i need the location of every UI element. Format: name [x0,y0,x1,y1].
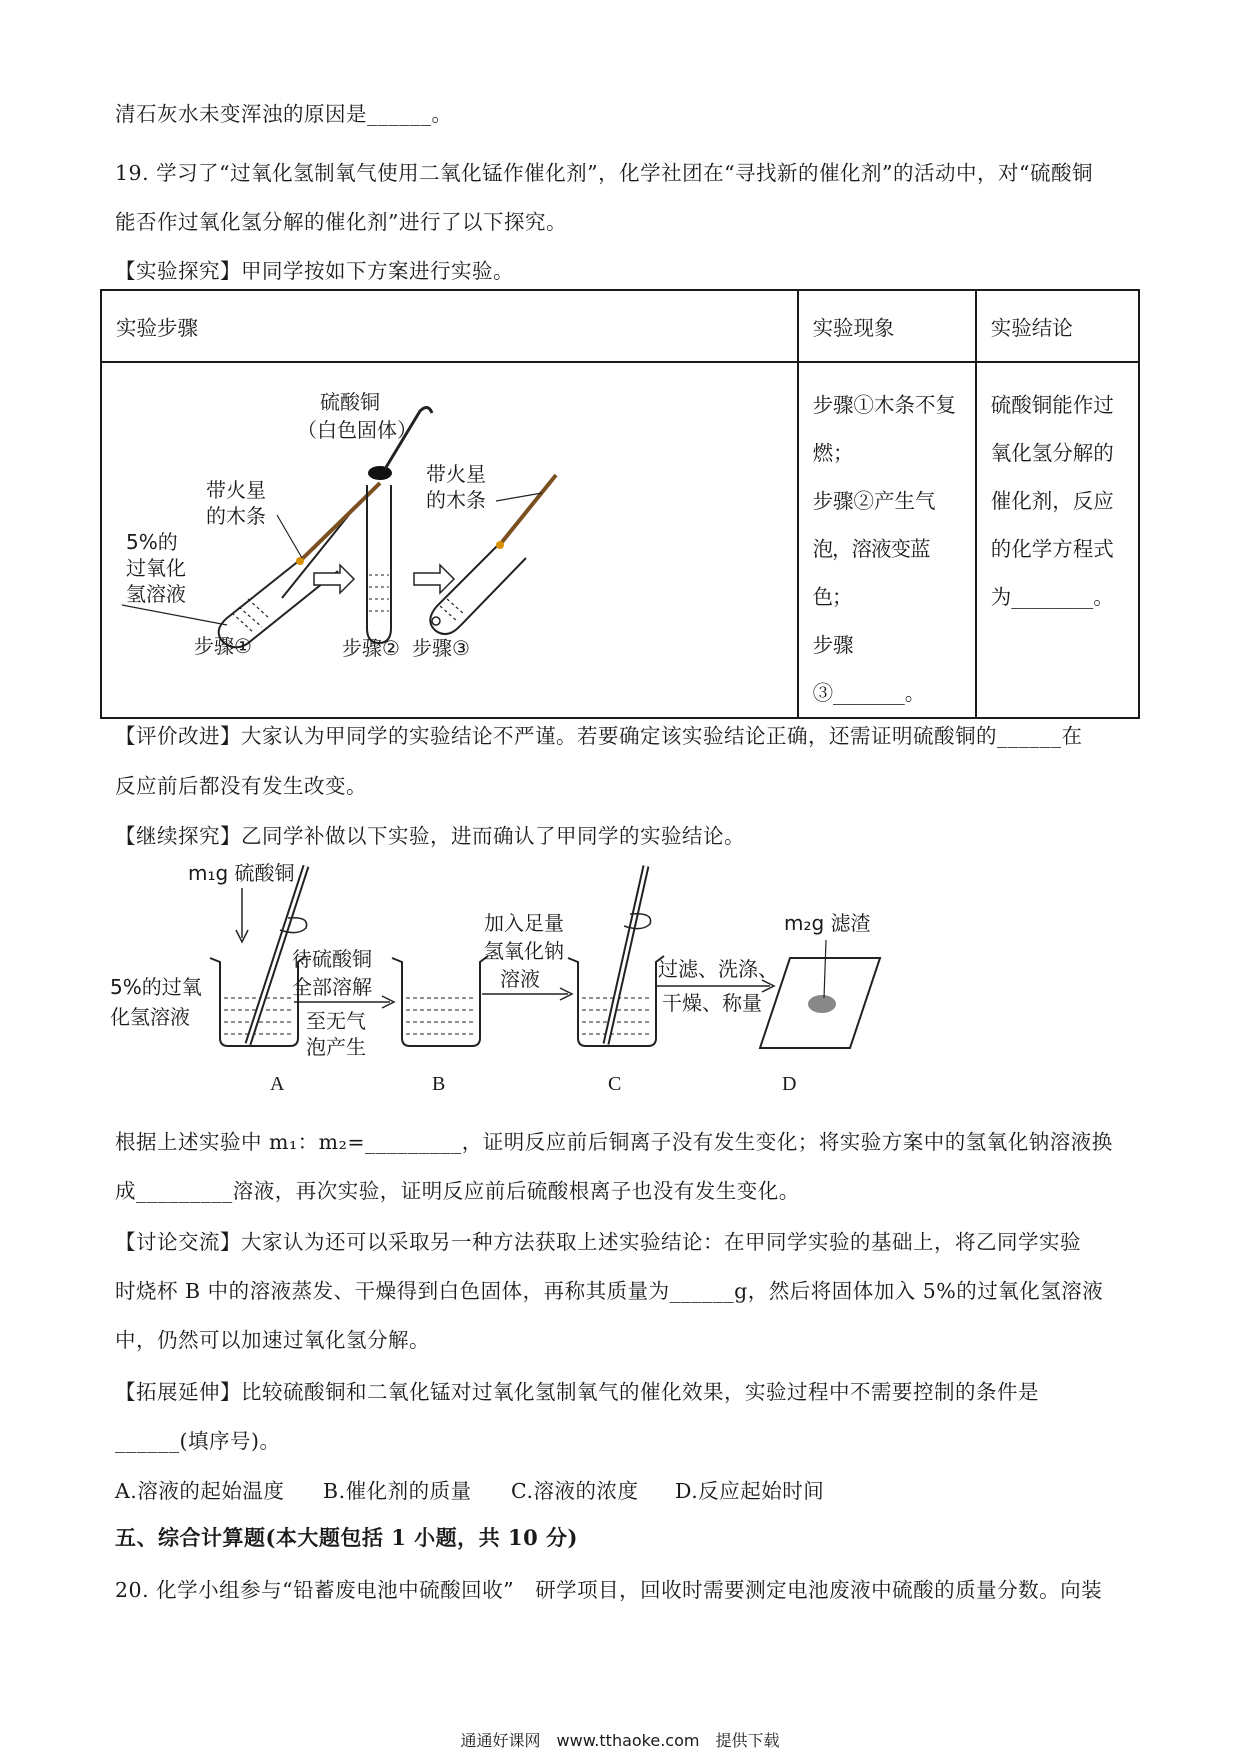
label-c: C [608,1073,622,1095]
question-19-line2: 能否作过氧化氢分解的催化剂”进行了以下探究。 [115,210,567,234]
basis-line2: 成_________溶液，再次实验，证明反应前后硫酸根离子也没有发生变化。 [115,1179,800,1203]
header-steps: 实验步骤 [101,290,798,362]
wait-label-1: 待硫酸铜 [292,947,372,971]
experiment-intro: 【实验探究】甲同学按如下方案进行实验。 [115,259,514,283]
option-d: D.反应起始时间 [675,1479,825,1503]
concl-line: 氧化氢分解的 [990,441,1114,465]
conclusion-cell [976,362,1139,718]
wait-label-2: 全部溶解 [292,975,372,999]
discussion-line3: 中，仍然可以加速过氧化氢分解。 [115,1328,430,1352]
beaker-c [568,866,664,1046]
extension-line2: ______(填序号)。 [115,1429,281,1453]
phen-line: 步骤①木条不复 [812,393,957,417]
experiment-table [100,289,1140,719]
h2o2-label-a: 5%的 [126,530,178,554]
h2o2-label-a: 5%的过氧 [110,975,202,999]
continue-explore: 【继续探究】乙同学补做以下实验，进而确认了甲同学的实验结论。 [115,824,745,848]
wait-label-4: 泡产生 [306,1035,366,1059]
experiment-steps-figure [102,363,788,705]
h2o2-label-b: 过氧化 [126,556,186,580]
test-tube-2 [367,407,432,643]
discussion-line2: 时烧杯 B 中的溶液蒸发、干燥得到白色固体，再称其质量为______g，然后将固体加入 5%的过氧化氢溶液 [115,1279,1104,1303]
experiment-flow-figure [110,858,890,1098]
wait-label-3: 至无气 [306,1009,366,1033]
phen-line: 泡，溶液变蓝色； [812,537,930,609]
step1-label: 步骤① [194,634,252,658]
option-b: B.催化剂的质量 [323,1479,472,1503]
evaluation-line2: 反应前后都没有发生改变。 [115,774,367,798]
options-row [115,1474,824,1504]
splint-label-2a: 带火星 [426,462,486,486]
extension-line1: 【拓展延伸】比较硫酸铜和二氧化锰对过氧化氢制氧气的催化效果，实验过程中不需要控制的条件是 [115,1380,1039,1404]
phen-line: 燃； [812,441,854,465]
m1-label: m₁g 硫酸铜 [188,861,295,885]
header-phenomenon: 实验现象 [798,290,976,362]
label-b: B [432,1073,446,1095]
splint-label-1b: 的木条 [206,504,266,528]
filter-paper-d [760,940,880,1048]
label-d: D [782,1073,797,1095]
splint-label-2b: 的木条 [426,488,486,512]
text-line: 清石灰水未变浑浊的原因是______。 [115,102,453,126]
naoh-label-3: 溶液 [500,967,540,991]
label-a: A [270,1073,285,1095]
concl-line: 硫酸铜能作过 [990,393,1114,417]
filter-label-1: 过滤、洗涤、 [658,957,778,981]
phen-line: 步骤②产生气 [812,489,936,513]
h2o2-label-b: 化氢溶液 [110,1005,190,1029]
step2-label: 步骤② [342,636,400,660]
white-solid-label: （白色固体） [297,418,417,442]
naoh-label-2: 氢氧化钠 [484,939,564,963]
arrow-right-icon [414,565,454,593]
cuso4-label: 硫酸铜 [320,390,380,414]
m2-label: m₂g 滤渣 [784,911,871,935]
question-20-line1: 20. 化学小组参与“铅蓄废电池中硫酸回收” 研学项目，回收时需要测定电池废液中硫酸的质量分数。向装 [115,1578,1103,1602]
beaker-b [392,956,488,1046]
header-conclusion: 实验结论 [976,290,1139,362]
option-c: C.溶液的浓度 [511,1479,639,1503]
question-19-line1: 19. 学习了“过氧化氢制氧气使用二氧化锰作催化剂”，化学社团在“寻找新的催化剂”的活动中，对“硫酸铜 [115,161,1094,185]
basis-line1: 根据上述实验中 m₁：m₂=_________，证明反应前后铜离子没有发生变化；将实验方案中的氢氧化钠溶液换 [115,1130,1113,1154]
evaluation-line1: 【评价改进】大家认为甲同学的实验结论不严谨。若要确定该实验结论正确，还需证明硫酸铜的______在 [115,724,1083,748]
step3-label: 步骤③ [412,636,470,660]
phen-line: 步骤③_______。 [812,633,926,705]
h2o2-label-c: 氢溶液 [126,582,186,606]
option-a: A.溶液的起始温度 [115,1479,285,1503]
page-footer: 通通好课网 www.tthaoke.com 提供下载 [460,1731,780,1750]
filter-label-2: 干燥、称量 [662,991,762,1015]
concl-line: 为________。 [990,585,1114,609]
concl-line: 催化剂，反应 [990,489,1114,513]
splint-label-1a: 带火星 [206,478,266,502]
concl-line: 的化学方程式 [990,537,1114,561]
phenomenon-cell [798,362,976,718]
discussion-line1: 【讨论交流】大家认为还可以采取另一种方法获取上述实验结论：在甲同学实验的基础上，将乙同学实验 [115,1230,1081,1254]
section-5-heading: 五、综合计算题(本大题包括 1 小题，共 10 分) [115,1525,578,1550]
naoh-label-1: 加入足量 [484,911,564,935]
arrow-right-icon [314,565,354,593]
steps-figure-cell [101,362,798,718]
